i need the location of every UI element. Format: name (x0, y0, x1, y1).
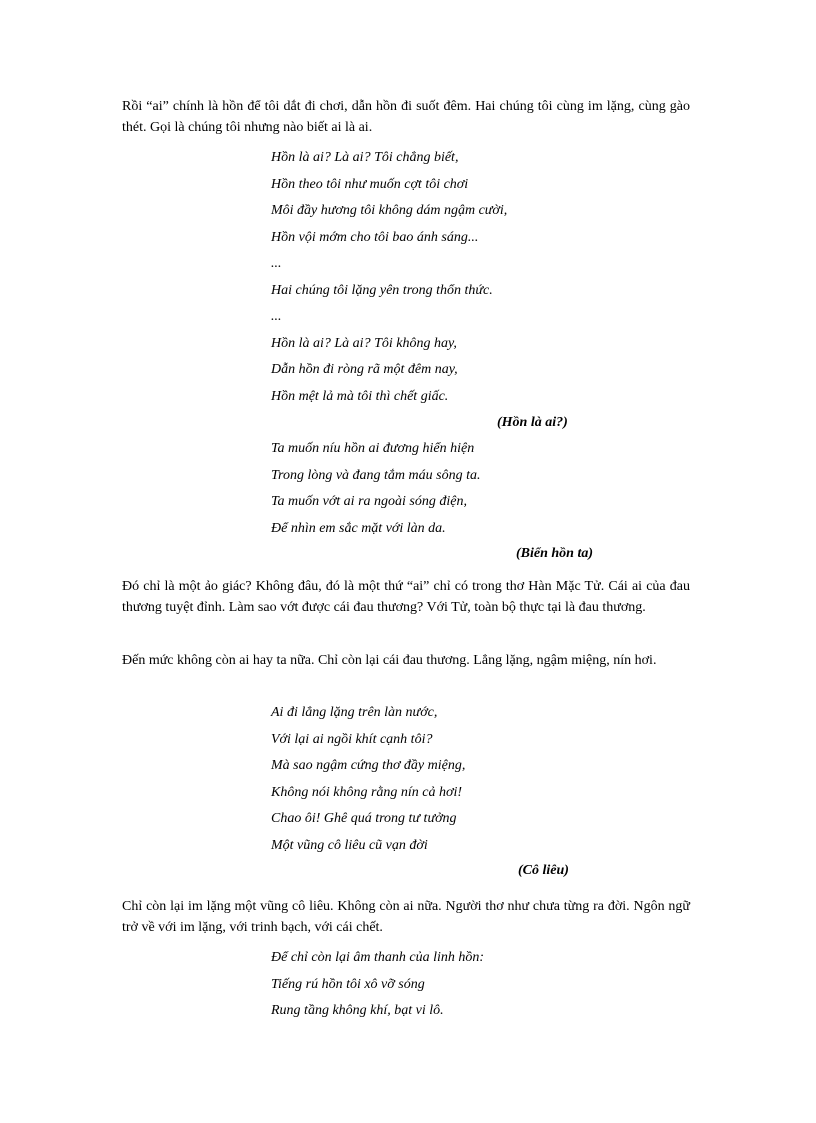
poem-line: Dẫn hồn đi ròng rã một đêm nay, (271, 362, 458, 377)
poem-line: Hồn là ai? Là ai? Tôi chẳng biết, (271, 150, 459, 165)
poem-line: Hồn mệt lả mà tôi thì chết giấc. (271, 388, 449, 404)
poem-line: Không nói không rằng nín cả hơi! (271, 784, 463, 800)
paragraph-2: Đó chỉ là một ảo giác? Không đâu, đó là một thứ “ai” chỉ có trong thơ Hàn Mặc Tử. Cái ai của đau thương tuyệt đỉnh. Làm sao vớt được cái đau thương? Với Tử, toàn bộ thực tại là đau thương. (122, 579, 690, 615)
poem-line: Một vũng cô liêu cũ vạn đời (271, 837, 428, 853)
poem-line: Với lại ai ngồi khít cạnh tôi? (271, 731, 433, 747)
poem-line: Môi đầy hương tôi không dám ngậm cười, (271, 203, 508, 218)
poem-line: Hai chúng tôi lặng yên trong thổn thức. (271, 282, 493, 298)
poem-line: Trong lòng và đang tắm máu sông ta. (271, 467, 481, 483)
poem-line: Tiếng rú hồn tôi xô vỡ sóng (271, 976, 425, 992)
poem-line: Rung tầng không khí, bạt vi lô. (271, 1003, 444, 1018)
poem-final (271, 945, 484, 1025)
poem-line: Chao ôi! Ghê quá trong tư tưởng (271, 811, 457, 826)
poem-line: Ta muốn níu hồn ai đương hiển hiện (271, 441, 475, 456)
poem-source-hon-la-ai: (Hồn là ai?) (497, 415, 568, 430)
poem-line: Ta muốn vớt ai ra ngoài sóng điện, (271, 494, 467, 509)
paragraph-4: Chỉ còn lại im lặng một vũng cô liêu. Không còn ai nữa. Người thơ như chưa từng ra đời. Ngôn ngữ trở về với im lặng, với trinh bạch, với cái chết. (122, 899, 690, 935)
poem-source-bien-hon-ta: (Biển hồn ta) (516, 546, 594, 561)
poem-line: Để nhìn em sắc mặt với làn da. (271, 520, 446, 536)
poem-line: Ai đi lẳng lặng trên làn nước, (271, 705, 438, 720)
poem-line: Hồn theo tôi như muốn cợt tôi chơi (271, 176, 469, 192)
poem-line: Mà sao ngậm cứng thơ đầy miệng, (271, 758, 466, 773)
poem-bien-hon-ta (271, 436, 481, 542)
poem-line: Hồn là ai? Là ai? Tôi không hay, (271, 335, 457, 351)
poem-ellipsis: ... (271, 256, 282, 271)
poem-co-lieu (271, 700, 465, 859)
poem-line: Để chỉ còn lại âm thanh của linh hồn: (271, 950, 485, 965)
paragraph-3: Đến mức không còn ai hay ta nữa. Chỉ còn lại cái đau thương. Lẳng lặng, ngậm miệng, nín hơi. (122, 653, 657, 668)
poem-ellipsis: ... (271, 309, 282, 324)
poem-source-co-lieu: (Cô liêu) (518, 863, 569, 878)
paragraph-1: Rồi “ai” chính là hồn để tôi dắt đi chơi, dẫn hồn đi suốt đêm. Hai chúng tôi cùng im lặng, cùng gào thét. Gọi là chúng tôi nhưng nào biết ai là ai. (122, 99, 690, 135)
poem-line: Hồn vội mớm cho tôi bao ánh sáng... (271, 229, 479, 245)
poem-hon-la-ai (271, 145, 507, 410)
